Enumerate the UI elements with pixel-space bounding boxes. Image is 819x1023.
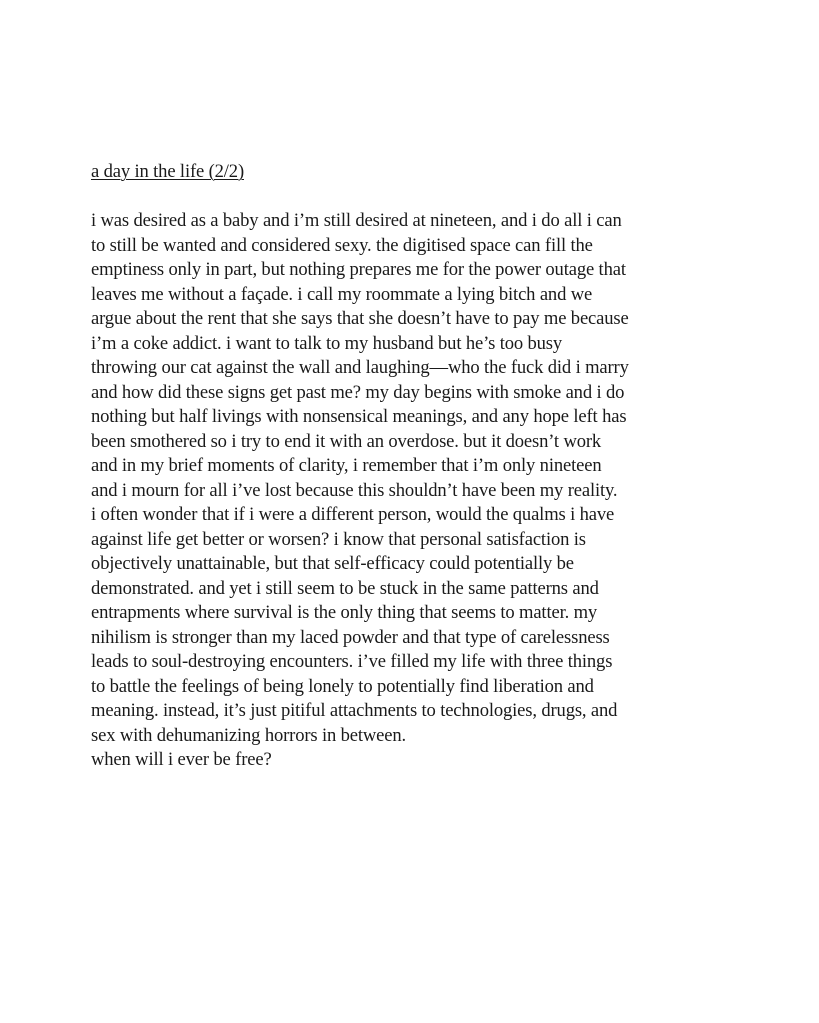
text-line: emptiness only in part, but nothing prepares me for the power outage that (91, 259, 626, 280)
text-line: demonstrated. and yet i still seem to be stuck in the same patterns and (91, 577, 599, 599)
text-line: i often wonder that if i were a different person, would the qualms i have (91, 504, 615, 525)
text-line: and in my brief moments of clarity, i remember that i’m only nineteen (91, 455, 602, 476)
text-line: i’m a coke addict. i want to talk to my husband but he’s too busy (91, 332, 563, 354)
document-title: a day in the life (2/2) (91, 161, 244, 182)
text-line: entrapments where survival is the only thing that seems to matter. my (91, 602, 598, 623)
text-line: sex with dehumanizing horrors in between. (91, 724, 407, 746)
text-line: been smothered so i try to end it with an overdose. but it doesn’t work (91, 430, 602, 452)
text-line: to battle the feelings of being lonely to potentially find liberation and (91, 675, 594, 697)
text-line: leads to soul-destroying encounters. i’ve filled my life with three things (91, 651, 613, 672)
text-line: meaning. instead, it’s just pitiful attachments to technologies, drugs, and (91, 700, 618, 721)
text-line: leaves me without a façade. i call my roommate a lying bitch and we (91, 283, 593, 305)
text-line: against life get better or worsen? i know that personal satisfaction is (91, 528, 586, 550)
document-body (91, 160, 741, 773)
text-line: argue about the rent that she says that she doesn’t have to pay me because (91, 308, 629, 329)
text-line: i was desired as a baby and i’m still desired at nineteen, and i do all i can (91, 210, 622, 231)
text-line: and i mourn for all i’ve lost because this shouldn’t have been my reality. (91, 479, 618, 501)
text-line: and how did these signs get past me? my day begins with smoke and i do (91, 381, 625, 403)
text-line: to still be wanted and considered sexy. the digitised space can fill the (91, 234, 593, 256)
text-line: nihilism is stronger than my laced powder and that type of carelessness (91, 626, 610, 648)
closing-question: when will i ever be free? (91, 749, 272, 770)
poem-text (91, 209, 741, 773)
text-line: nothing but half livings with nonsensical meanings, and any hope left has (91, 406, 627, 427)
text-line: throwing our cat against the wall and laughing—who the fuck did i marry (91, 357, 629, 378)
text-line: objectively unattainable, but that self-efficacy could potentially be (91, 553, 574, 574)
